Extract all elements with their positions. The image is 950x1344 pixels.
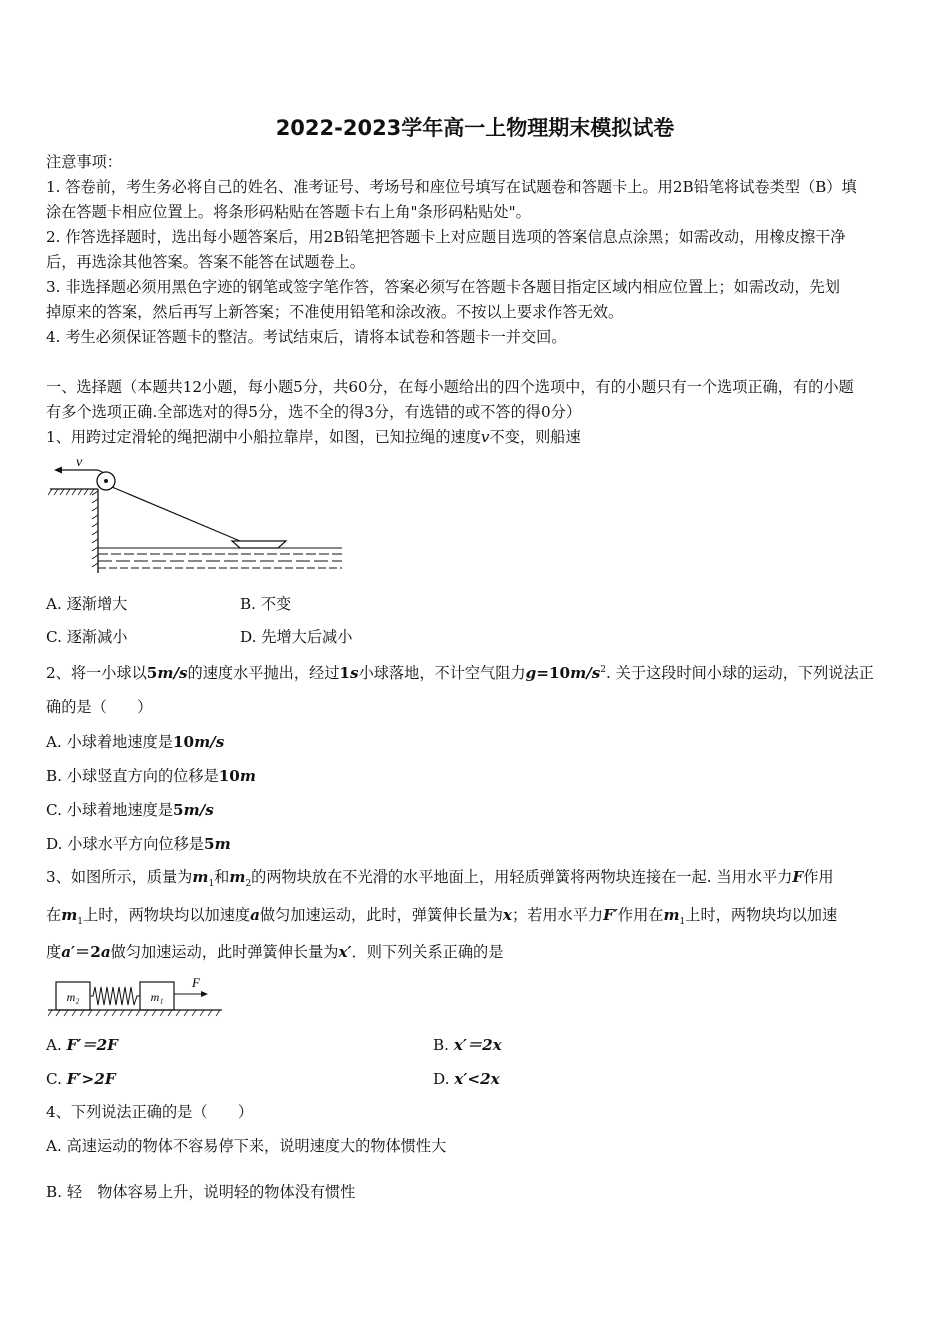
q2-option-a[interactable]: A. 小球着地速度是10m/s: [46, 733, 225, 751]
arrow-head-icon: [54, 467, 62, 474]
water: [98, 548, 342, 568]
notice-line: 掉原来的答案，然后再写上新答案；不准使用铅笔和涂改液。不按以上要求作答无效。: [46, 303, 624, 321]
question-4-stem: 4、下列说法正确的是（ ）: [46, 1103, 254, 1121]
arrow-head-icon: [201, 991, 208, 997]
q1-option-b[interactable]: B. 不变: [240, 595, 292, 613]
pulley-boat-diagram: [46, 455, 346, 580]
question-3-stem-cont: 在$m_1$上时，两物块均以加速度a做匀加速运动，此时，弹簧伸长量为x；若用水平力F′作用在$m_1$上时，两物块均以加速: [46, 906, 838, 928]
q4-option-a[interactable]: A. 高速运动的物体不容易停下来，说明速度大的物体惯性大: [46, 1137, 447, 1155]
question-2-stem: 2、将一小球以5m/s的速度水平抛出，经过1s小球落地，不计空气阻力$g=10m/s^2$. 关于这段时间小球的运动，下列说法正: [46, 664, 874, 683]
notice-line: 2. 作答选择题时，选出每小题答案后，用2B铅笔把答题卡上对应题目选项的答案信息点涂黑；如需改动，用橡皮擦干净: [46, 228, 846, 246]
question-3-stem: 3、如图所示，质量为$m_1$和$m_2$的两物块放在不光滑的水平地面上，用轻质弹簧将两物块连接在一起. 当用水平力F作用: [46, 868, 834, 890]
q3-option-a[interactable]: A. F′＝2F: [46, 1036, 118, 1054]
page-title: 2022-2023学年高一上物理期末模拟试卷: [275, 116, 675, 140]
q4-option-b[interactable]: B. 轻 物体容易上升，说明轻的物体没有惯性: [46, 1183, 356, 1201]
notice-line: 1. 答卷前，考生务必将自己的姓名、准考证号、考场号和座位号填写在试题卷和答题卡上。用2B铅笔将试卷类型（B）填: [46, 178, 857, 196]
q2-option-b[interactable]: B. 小球竖直方向的位移是10m: [46, 767, 256, 785]
q2-option-d[interactable]: D. 小球水平方向位移是5m: [46, 835, 231, 853]
q3-option-d[interactable]: D. x′<2x: [433, 1070, 500, 1088]
q2-option-c[interactable]: C. 小球着地速度是5m/s: [46, 801, 214, 819]
boat-icon: [232, 541, 286, 548]
q3-option-b[interactable]: B. x′＝2x: [433, 1036, 502, 1054]
q1-option-d[interactable]: D. 先增大后减小: [240, 628, 353, 646]
notice-line: 后，再选涂其他答案。答案不能答在试题卷上。: [46, 253, 365, 271]
var-v: v: [480, 428, 490, 446]
spring-blocks-diagram: [46, 972, 226, 1020]
notice-line: 3. 非选择题必须用黑色字迹的钢笔或签字笔作答，答案必须写在答题卡各题目指定区域内相应位置上；如需改动，先划: [46, 278, 840, 296]
q1-option-c[interactable]: C. 逐渐减小: [46, 628, 128, 646]
section-heading: 有多个选项正确.全部选对的得5分，选不全的得3分，有选错的或不答的得0分）: [46, 403, 582, 421]
notice-line: 涂在答题卡相应位置上。将条形码粘贴在答题卡右上角"条形码粘贴处"。: [46, 203, 531, 221]
stem-text: 不变，则船速: [489, 428, 581, 446]
q1-option-a[interactable]: A. 逐渐增大: [46, 595, 128, 613]
force-label: F: [192, 975, 200, 990]
velocity-label: v: [76, 455, 83, 470]
q3-option-c[interactable]: C. F′>2F: [46, 1070, 116, 1088]
svg-text:m₂: m₂: [66, 990, 80, 1004]
rope: [112, 487, 240, 541]
question-3-stem-cont: 度a′＝2a做匀加速运动，此时弹簧伸长量为x′．则下列关系正确的是: [46, 943, 504, 961]
spring-icon: [90, 987, 140, 1005]
notice-heading: 注意事项：: [46, 153, 122, 171]
svg-text:m₁: m₁: [150, 990, 164, 1004]
notice-line: 4. 考生必须保证答题卡的整洁。考试结束后，请将本试卷和答题卡一并交回。: [46, 328, 567, 346]
question-1-stem: [46, 427, 581, 447]
stem-text: 1、用跨过定滑轮的绳把湖中小船拉靠岸，如图，已知拉绳的速度: [46, 428, 481, 446]
question-2-stem-cont: 确的是（ ）: [46, 698, 153, 716]
section-heading: 一、选择题（本题共12小题，每小题5分，共60分，在每小题给出的四个选项中，有的小题只有一个选项正确，有的小题: [46, 378, 854, 396]
shore-hatching: [48, 489, 94, 495]
